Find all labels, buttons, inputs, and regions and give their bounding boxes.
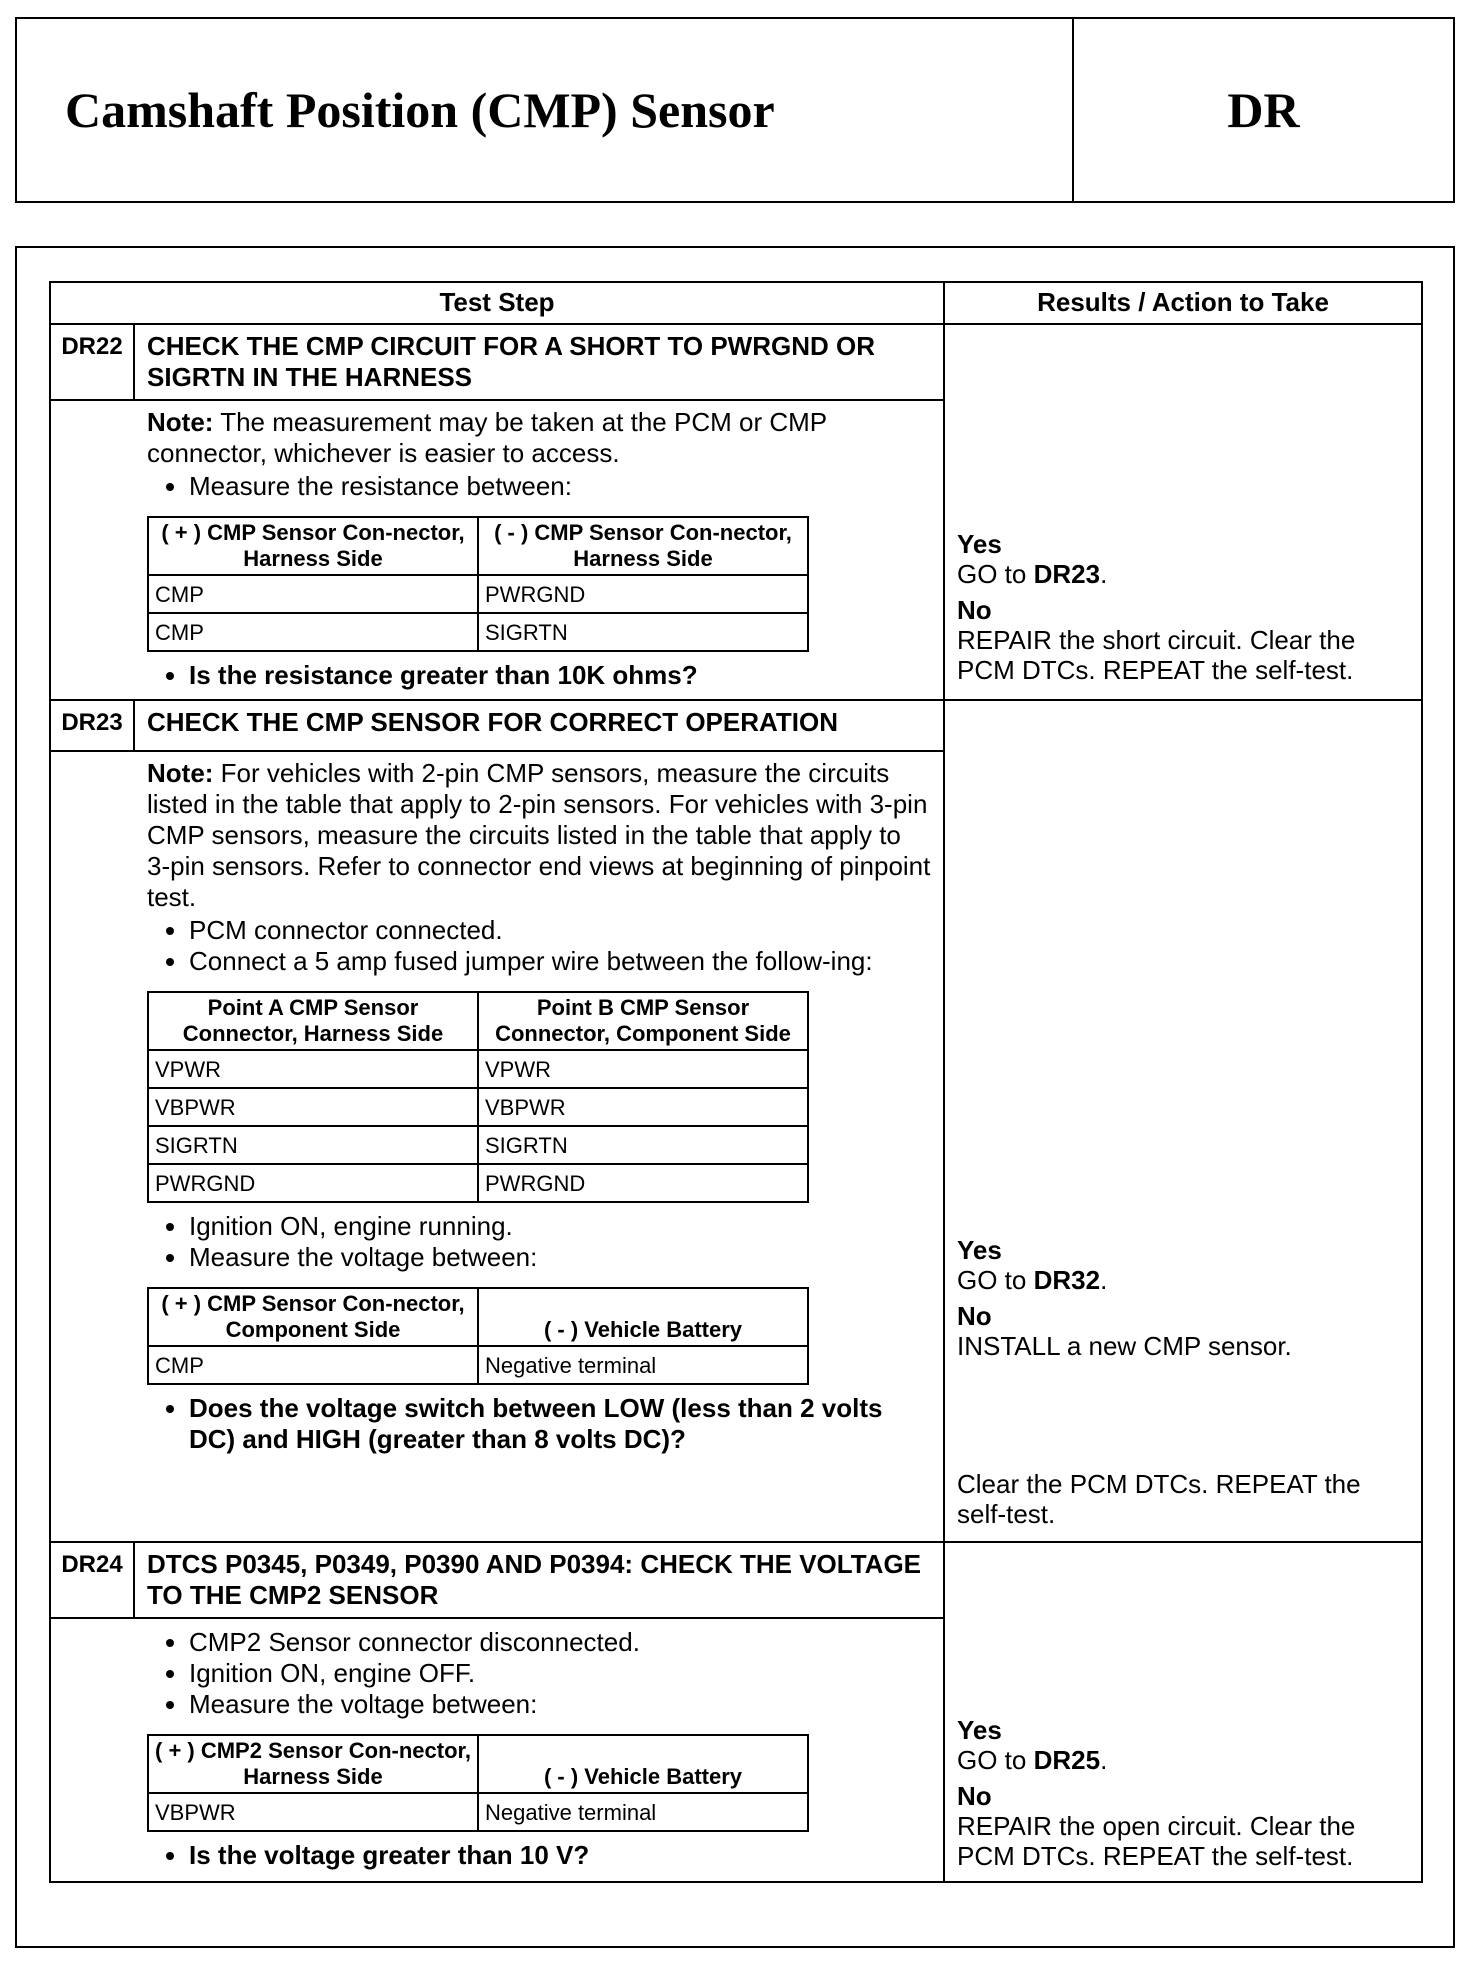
table-cell: VPWR xyxy=(148,1050,478,1088)
step-result: Yes GO to DR32. No INSTALL a new CMP sensor. Clear the PCM DTCs. REPEAT the self-test. xyxy=(944,700,1422,1542)
no-label: No xyxy=(957,1301,992,1331)
page-title: Camshaft Position (CMP) Sensor xyxy=(17,19,1074,201)
table-cell: VBPWR xyxy=(148,1793,478,1831)
table-row xyxy=(148,1164,808,1202)
table-row xyxy=(148,1088,808,1126)
yes-text: GO to xyxy=(957,1265,1034,1295)
step-id: DR23 xyxy=(50,700,134,751)
table-cell: CMP xyxy=(148,1346,478,1384)
bullet: • Measure the voltage between: xyxy=(189,1242,931,1273)
table-row xyxy=(148,613,808,651)
step-note: Note: For vehicles with 2-pin CMP sensors, measure the circuits listed in the table that apply to 2-pin sensors. For vehicles with 3-pin CMP sensors, measure the circuits listed in the table that apply to 3-pin sensors. Refer to connector end views at beginning of pinpoint test. xyxy=(147,758,931,913)
yes-label: Yes xyxy=(957,1235,1002,1265)
table-cell: VBPWR xyxy=(478,1088,808,1126)
page-header xyxy=(15,17,1455,203)
step-question: • Is the voltage greater than 10 V? xyxy=(189,1840,931,1871)
step-bullets xyxy=(147,471,931,502)
table-header: ( + ) CMP2 Sensor Con-nector, Harness Side xyxy=(148,1735,478,1793)
step-title: CHECK THE CMP SENSOR FOR CORRECT OPERATION xyxy=(134,700,944,751)
table-row xyxy=(148,1126,808,1164)
table-header: ( - ) CMP Sensor Con-nector, Harness Side xyxy=(478,517,808,575)
table-cell: SIGRTN xyxy=(478,1126,808,1164)
table-cell: SIGRTN xyxy=(478,613,808,651)
step-note: Note: The measurement may be taken at the PCM or CMP connector, whichever is easier to access. xyxy=(147,407,827,468)
table-cell: Negative terminal xyxy=(478,1346,808,1384)
no-text: REPAIR the short circuit. Clear the PCM DTCs. REPEAT the self-test. xyxy=(957,625,1356,685)
table-cell: VPWR xyxy=(478,1050,808,1088)
yes-text: GO to xyxy=(957,559,1034,589)
table-header: ( - ) Vehicle Battery xyxy=(478,1288,808,1346)
step-bullets xyxy=(147,1211,931,1273)
step-id: DR22 xyxy=(50,324,134,400)
step-body xyxy=(50,751,944,1542)
no-text: INSTALL a new CMP sensor. xyxy=(957,1331,1292,1361)
step-result: Yes GO to DR23. No REPAIR the short circuit. Clear the PCM DTCs. REPEAT the self-test. xyxy=(944,324,1422,700)
column-header-results: Results / Action to Take xyxy=(944,282,1422,324)
table-row xyxy=(148,1793,808,1831)
table-cell: CMP xyxy=(148,575,478,613)
bullet: • PCM connector connected. xyxy=(189,915,931,946)
jumper-table xyxy=(147,991,809,1203)
table-header: Point A CMP Sensor Connector, Harness Side xyxy=(148,992,478,1050)
table-cell: PWRGND xyxy=(478,575,808,613)
column-header-test-step: Test Step xyxy=(50,282,944,324)
step-title-row xyxy=(50,1542,1422,1618)
step-title-row xyxy=(50,700,1422,751)
no-text: REPAIR the open circuit. Clear the PCM DTCs. REPEAT the self-test. xyxy=(957,1811,1356,1871)
section-code: DR xyxy=(1227,82,1300,138)
table-cell: SIGRTN xyxy=(148,1126,478,1164)
step-question: • Is the resistance greater than 10K ohms? xyxy=(189,660,931,691)
measurement-table xyxy=(147,516,809,652)
bullet: • Ignition ON, engine OFF. xyxy=(189,1658,931,1689)
table-header: ( - ) Vehicle Battery xyxy=(478,1735,808,1793)
bullet: • Measure the resistance between: xyxy=(189,471,931,502)
step-bullets xyxy=(147,1627,931,1720)
extra-action: Clear the PCM DTCs. REPEAT the self-test. xyxy=(957,1469,1361,1529)
bullet: • Ignition ON, engine running. xyxy=(189,1211,931,1242)
bullet: • Measure the voltage between: xyxy=(189,1689,931,1720)
step-body xyxy=(50,400,944,700)
table-row xyxy=(148,1346,808,1384)
step-title-row xyxy=(50,324,1422,400)
step-result: Yes GO to DR25. No REPAIR the open circuit. Clear the PCM DTCs. REPEAT the self-test. xyxy=(944,1542,1422,1882)
no-label: No xyxy=(957,1781,992,1811)
yes-text: GO to xyxy=(957,1745,1034,1775)
step-title: DTCS P0345, P0349, P0390 AND P0394: CHECK THE VOLTAGE TO THE CMP2 SENSOR xyxy=(134,1542,944,1618)
yes-target: DR32 xyxy=(1033,1265,1101,1295)
yes-label: Yes xyxy=(957,1715,1002,1745)
table-cell: CMP xyxy=(148,613,478,651)
bullet: • Connect a 5 amp fused jumper wire between the follow-ing: xyxy=(189,946,931,977)
no-label: No xyxy=(957,595,992,625)
table-header: ( + ) CMP Sensor Con-nector, Harness Side xyxy=(148,517,478,575)
voltage-table xyxy=(147,1287,809,1385)
step-bullets xyxy=(147,915,931,977)
table-cell: PWRGND xyxy=(478,1164,808,1202)
yes-target: DR23 xyxy=(1033,559,1101,589)
table-row xyxy=(148,1050,808,1088)
table-cell: PWRGND xyxy=(148,1164,478,1202)
table-header: Point B CMP Sensor Connector, Component Side xyxy=(478,992,808,1050)
table-cell: Negative terminal xyxy=(478,1793,808,1831)
step-question: • Does the voltage switch between LOW (less than 2 volts DC) and HIGH (greater than 8 volts DC)? xyxy=(189,1393,931,1455)
test-step-table xyxy=(49,281,1423,1883)
table-header: ( + ) CMP Sensor Con-nector, Component Side xyxy=(148,1288,478,1346)
step-id: DR24 xyxy=(50,1542,134,1618)
yes-label: Yes xyxy=(957,529,1002,559)
yes-target: DR25 xyxy=(1033,1745,1101,1775)
table-row xyxy=(148,575,808,613)
step-title: CHECK THE CMP CIRCUIT FOR A SHORT TO PWRGND OR SIGRTN IN THE HARNESS xyxy=(134,324,944,400)
step-body xyxy=(50,1618,944,1882)
content-frame xyxy=(15,246,1455,1948)
bullet: • CMP2 Sensor connector disconnected. xyxy=(189,1627,931,1658)
voltage-table xyxy=(147,1734,809,1832)
table-cell: VBPWR xyxy=(148,1088,478,1126)
